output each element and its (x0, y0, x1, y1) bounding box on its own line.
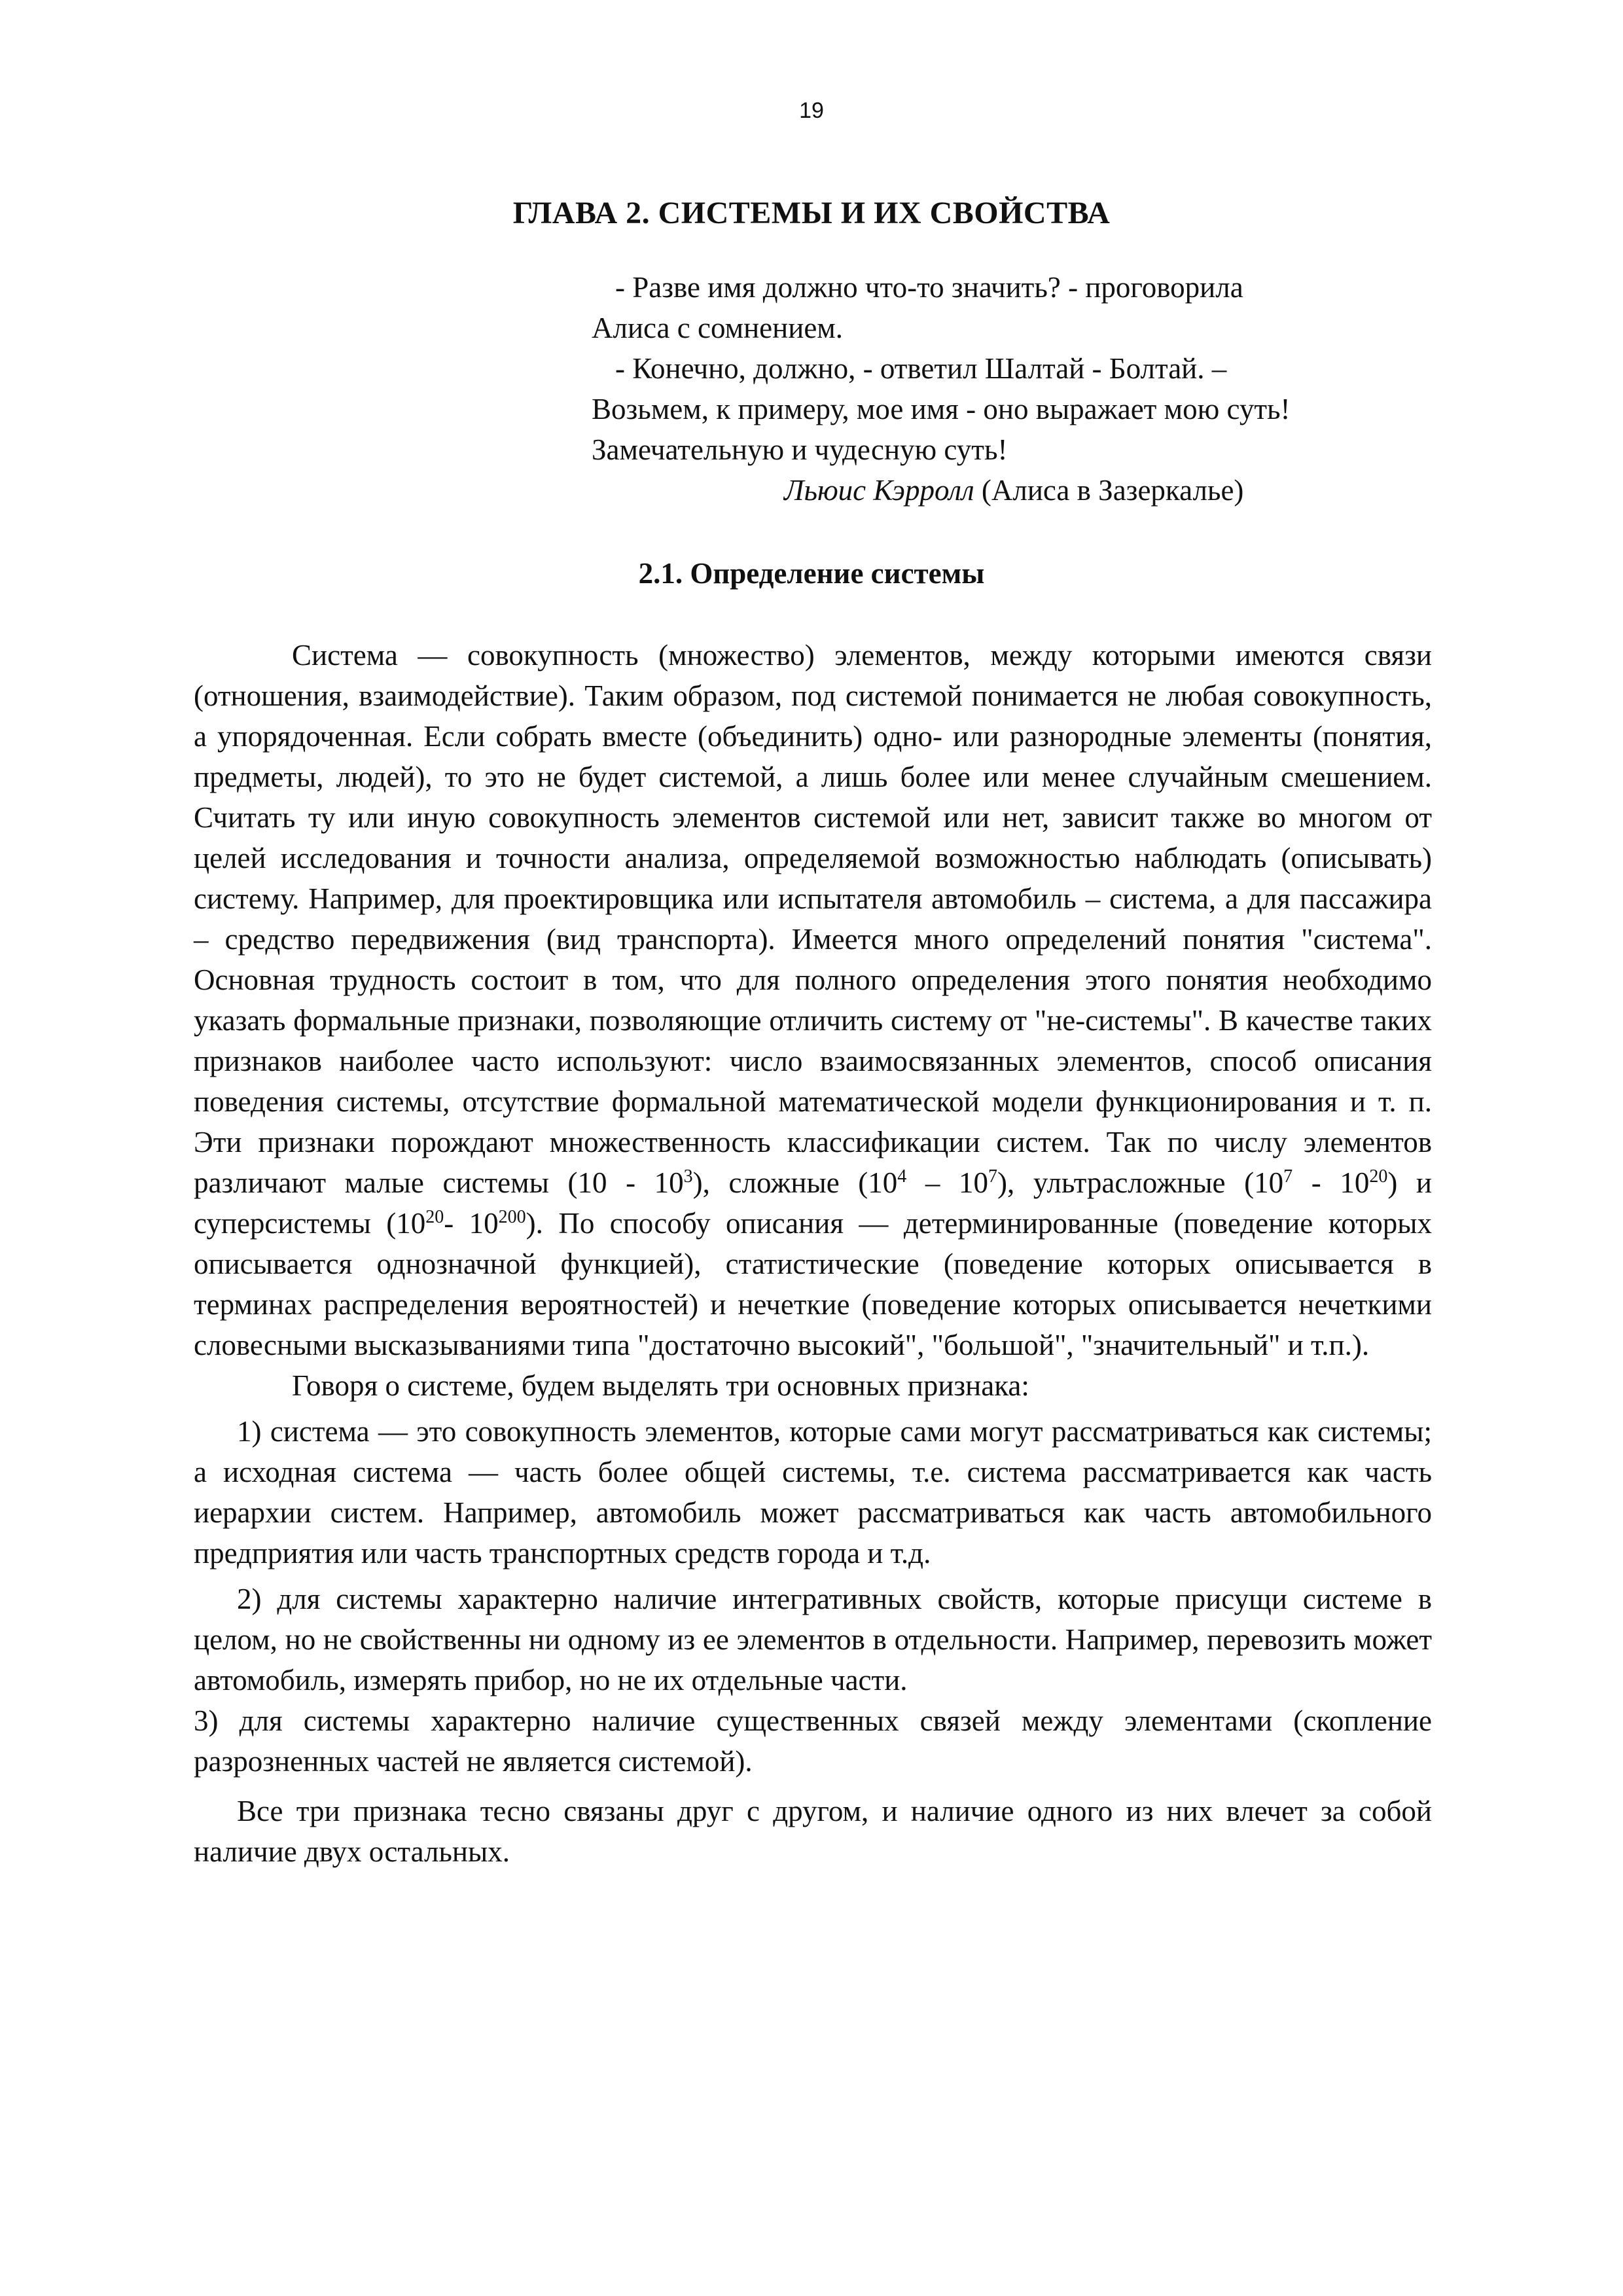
paragraph-intro-list: Говоря о системе, будем выделять три основных признака: (292, 1369, 1029, 1402)
superscript: 7 (1283, 1166, 1293, 1187)
superscript: 4 (897, 1166, 907, 1187)
page-number: 19 (799, 98, 824, 123)
paragraph-definition (194, 635, 1432, 1365)
text-span: - 10 (1293, 1166, 1370, 1199)
epigraph-line: Замечательную и чудесную суть! (592, 433, 1008, 466)
epigraph-attribution (592, 470, 1390, 511)
chapter-title: ГЛАВА 2. СИСТЕМЫ И ИХ СВОЙСТВА (512, 196, 1111, 230)
epigraph-line: - Разве имя должно что-то значить? - проговорила (615, 271, 1243, 304)
text-span: - 10 (444, 1207, 499, 1240)
superscript: 7 (988, 1166, 998, 1187)
superscript: 3 (683, 1166, 693, 1187)
epigraph-line: Возьмем, к примеру, мое имя - оно выражает мою суть! (592, 393, 1291, 425)
epigraph-line: Алиса с сомнением. (592, 312, 844, 344)
text-span: ), сложные (10 (692, 1166, 898, 1199)
epigraph-line: - Конечно, должно, - ответил Шалтай - Болтай. – (615, 352, 1227, 385)
list-item-3: 3) для системы характерно наличие существенных связей между элементами (скопление разрозненных частей не является системой). (194, 1704, 1432, 1778)
epigraph-author: Льюис Кэрролл (784, 474, 974, 507)
text-span: Система — совокупность (множество) элементов, между которыми имеются связи (отношения, взаимодействие). Таким образом, под системой понимается не любая совокупность, а упорядоченная. Если собрать вместе (объединить) одно- или разнородные элементы (понятия, предметы, людей), то это не будет системой, а лишь более или менее случайным смешением. Считать ту или иную совокупность элементов системой или нет, зависит также во многом от целей исследования и точности анализа, определяемой возможностью наблюдать (описывать) систему. Например, для проектировщика или испытателя автомобиль – система, а для пассажира – средство передвижения (вид транспорта). Имеется много определений понятия "система". Основная трудность состоит в том, что для полного определения этого понятия необходимо указать формальные признаки, позволяющие отличить систему от "не-системы". В качестве таких признаков наиболее часто используют: число взаимосвязанных элементов, способ описания поведения системы, отсутствие формальной математической модели функционирования и т. п. Эти признаки порождают множественность классификации систем. Так по числу элементов различают малые системы (10 - 10 (194, 639, 1432, 1199)
text-span: ) и суперсистемы (10 (194, 1166, 1433, 1240)
text-span: ). По способу описания — детерминированные (поведение которых описывается однозначной функцией), статистические (поведение которых описывается в терминах распределения вероятностей) и нечеткие (поведение которых описывается нечеткими словесными высказываниями типа "достаточно высокий", "большой", "значительный" и т.п.). (194, 1207, 1432, 1361)
superscript: 20 (1369, 1166, 1388, 1187)
section-title: 2.1. Определение системы (638, 557, 985, 590)
list-item-2: 2) для системы характерно наличие интегративных свойств, которые присущи системе в целом, но не свойственны ни одному из ее элементов в отдельности. Например, перевозить может автомобиль, измерять прибор, но не их отдельные части. (194, 1583, 1432, 1696)
text-span: – 10 (906, 1166, 989, 1199)
epigraph (592, 267, 1390, 511)
body-text (194, 635, 1432, 1872)
list-item-1: 1) система — это совокупность элементов, которые сами могут рассматриваться как системы; а исходная система — часть более общей системы, т.е. система рассматривается как часть иерархии систем. Например, автомобиль может рассматриваться как часть автомобильного предприятия или часть транспортных средств города и т.д. (194, 1415, 1432, 1570)
text-span: ), ультрасложные (10 (997, 1166, 1284, 1199)
superscript: 200 (498, 1207, 526, 1227)
epigraph-source: (Алиса в Зазеркалье) (981, 474, 1244, 507)
superscript: 20 (425, 1207, 444, 1227)
paragraph-conclusion: Все три признака тесно связаны друг с другом, и наличие одного из них влечет за собой наличие двух остальных. (194, 1795, 1432, 1868)
